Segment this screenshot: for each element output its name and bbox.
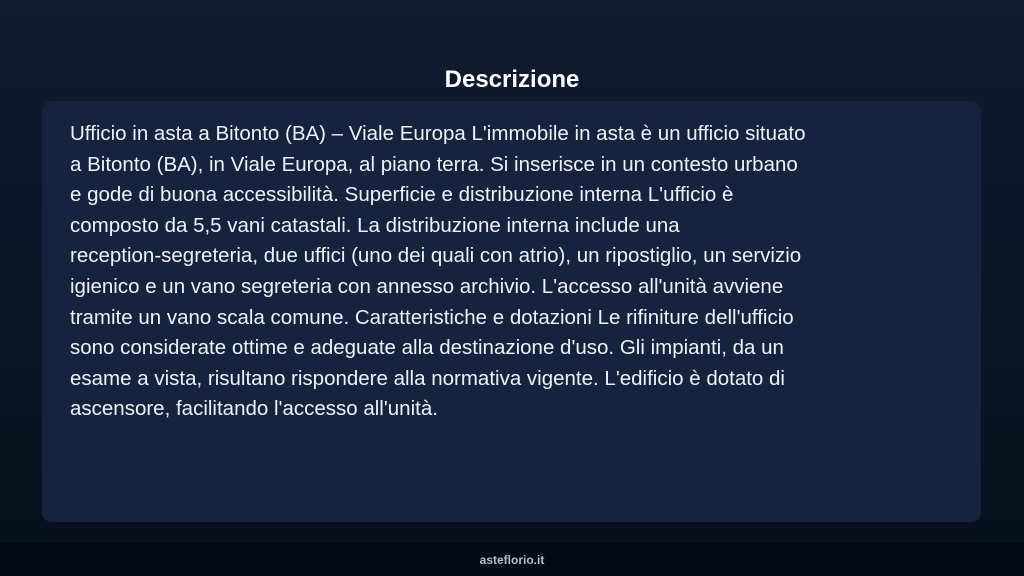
description-line: reception-segreteria, due uffici (uno dei quali con atrio), un ripostiglio, un servizio bbox=[70, 244, 802, 268]
description-line: Ufficio in asta a Bitonto (BA) – Viale Europa L'immobile in asta è un ufficio situato bbox=[70, 122, 806, 145]
description-line: sono considerate ottime e adeguate alla destinazione d'uso. Gli impianti, da un bbox=[70, 336, 784, 360]
description-line: a Bitonto (BA), in Viale Europa, al piano terra. Si inserisce in un contesto urbano bbox=[70, 152, 798, 176]
description-line: composto da 5,5 vani catastali. La distribuzione interna include una bbox=[70, 213, 680, 237]
footer-bar bbox=[0, 543, 1024, 576]
description-line: ascensore, facilitando l'accesso all'unità. bbox=[70, 397, 438, 421]
footer-site-name: asteflorio.it bbox=[479, 553, 545, 567]
description-line: igienico e un vano segreteria con annesso archivio. L'accesso all'unità avviene bbox=[70, 274, 784, 298]
description-line: e gode di buona accessibilità. Superficie e distribuzione interna L'ufficio è bbox=[70, 183, 734, 207]
description-text bbox=[70, 119, 953, 425]
description-card bbox=[42, 101, 981, 522]
description-line: esame a vista, risultano rispondere alla normativa vigente. L'edificio è dotato di bbox=[70, 366, 785, 390]
page-title: Descrizione bbox=[444, 66, 580, 94]
description-line: tramite un vano scala comune. Caratteristiche e dotazioni Le rifiniture dell'ufficio bbox=[70, 305, 794, 329]
